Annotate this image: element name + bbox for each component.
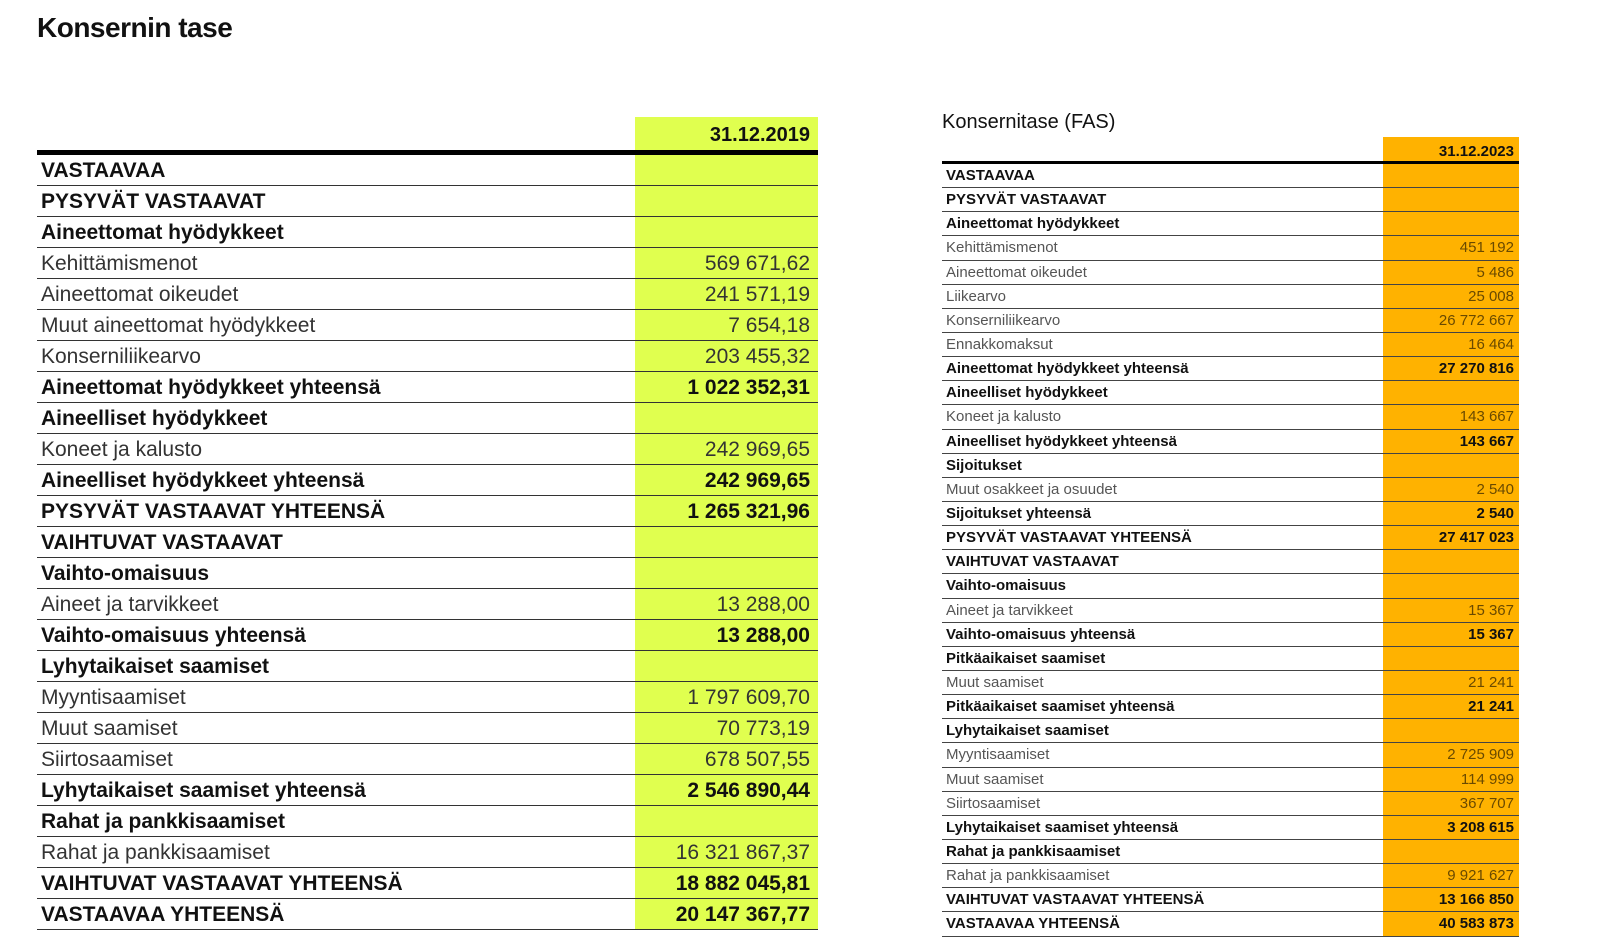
row-label: Siirtosaamiset xyxy=(41,748,173,771)
table-row xyxy=(942,261,1519,285)
row-value: 70 773,19 xyxy=(635,713,818,743)
row-label: Liikearvo xyxy=(946,287,1007,305)
table-row xyxy=(942,743,1519,767)
row-label: Vaihto-omaisuus xyxy=(41,562,210,585)
table-row xyxy=(37,310,818,341)
balance-sheet-2019 xyxy=(37,117,818,930)
table-header xyxy=(37,117,818,150)
row-label: Aineelliset hyödykkeet xyxy=(41,407,268,430)
row-value xyxy=(1383,164,1519,187)
table-row xyxy=(942,671,1519,695)
row-value xyxy=(635,186,818,216)
row-label: Muut osakkeet ja osuudet xyxy=(946,480,1117,498)
table-body xyxy=(942,164,1519,937)
row-value: 26 772 667 xyxy=(1383,309,1519,332)
row-value: 114 999 xyxy=(1383,768,1519,791)
row-label: Konserniliikearvo xyxy=(41,345,201,368)
row-value: 143 667 xyxy=(1383,430,1519,453)
table-row xyxy=(942,381,1519,405)
table-row xyxy=(942,647,1519,671)
table-row xyxy=(942,599,1519,623)
row-label: Konserniliikearvo xyxy=(946,311,1061,329)
row-label: Vaihto-omaisuus xyxy=(946,577,1067,595)
row-value xyxy=(1383,574,1519,597)
row-label: Lyhytaikaiset saamiset xyxy=(946,722,1109,740)
row-value xyxy=(1383,381,1519,404)
row-value xyxy=(1383,212,1519,235)
row-label: Koneet ja kalusto xyxy=(41,438,203,461)
table-row xyxy=(942,502,1519,526)
row-label: Vaihto-omaisuus yhteensä xyxy=(946,625,1136,643)
table-row xyxy=(942,164,1519,188)
table-row xyxy=(37,713,818,744)
row-label: Muut saamiset xyxy=(41,717,178,740)
row-label: Aineet ja tarvikkeet xyxy=(946,601,1073,619)
table-row xyxy=(942,188,1519,212)
row-label: Myyntisaamiset xyxy=(946,746,1050,764)
table-row xyxy=(942,526,1519,550)
table-row xyxy=(942,695,1519,719)
table-row xyxy=(37,558,818,589)
row-value: 367 707 xyxy=(1383,792,1519,815)
row-value: 18 882 045,81 xyxy=(635,868,818,898)
table-row xyxy=(942,405,1519,429)
row-value: 13 288,00 xyxy=(635,620,818,650)
row-label: Aineettomat oikeudet xyxy=(946,263,1087,281)
row-label: PYSYVÄT VASTAAVAT YHTEENSÄ xyxy=(946,529,1192,547)
row-label: Kehittämismenot xyxy=(946,239,1058,257)
row-label: VASTAAVAA YHTEENSÄ xyxy=(41,903,285,926)
row-label: Lyhytaikaiset saamiset yhteensä xyxy=(946,818,1179,836)
row-value xyxy=(1383,550,1519,573)
table-row xyxy=(942,816,1519,840)
row-value: 9 921 627 xyxy=(1383,864,1519,887)
row-label: Aineelliset hyödykkeet xyxy=(946,384,1108,402)
row-value xyxy=(635,806,818,836)
row-value: 1 265 321,96 xyxy=(635,496,818,526)
row-value: 7 654,18 xyxy=(635,310,818,340)
table-row xyxy=(942,357,1519,381)
table-row xyxy=(942,550,1519,574)
row-label: VASTAAVAA xyxy=(41,159,166,182)
table-row xyxy=(37,155,818,186)
table-row xyxy=(942,864,1519,888)
table-row xyxy=(37,837,818,868)
row-value xyxy=(635,155,818,185)
table-row xyxy=(37,248,818,279)
row-label: VASTAAVAA YHTEENSÄ xyxy=(946,915,1120,933)
row-label: Koneet ja kalusto xyxy=(946,408,1062,426)
table-row xyxy=(37,589,818,620)
table-row xyxy=(37,434,818,465)
row-label: Aineettomat hyödykkeet xyxy=(946,215,1120,233)
table-row xyxy=(942,792,1519,816)
table-row xyxy=(942,285,1519,309)
date-column-header: 31.12.2023 xyxy=(1383,137,1519,161)
row-value: 2 725 909 xyxy=(1383,743,1519,766)
row-value: 678 507,55 xyxy=(635,744,818,774)
table-row xyxy=(37,496,818,527)
row-value: 27 270 816 xyxy=(1383,357,1519,380)
row-label: VAIHTUVAT VASTAAVAT xyxy=(41,531,283,554)
row-label: Aineettomat hyödykkeet yhteensä xyxy=(946,360,1189,378)
row-value: 21 241 xyxy=(1383,695,1519,718)
row-value xyxy=(635,403,818,433)
row-label: Rahat ja pankkisaamiset xyxy=(41,810,285,833)
page-title: Konsernin tase xyxy=(37,12,233,43)
table-row xyxy=(37,651,818,682)
row-label: Siirtosaamiset xyxy=(946,794,1041,812)
row-value: 5 486 xyxy=(1383,261,1519,284)
table-row xyxy=(37,527,818,558)
table-row xyxy=(942,454,1519,478)
row-value: 2 546 890,44 xyxy=(635,775,818,805)
row-label: Pitkäaikaiset saamiset yhteensä xyxy=(946,698,1175,716)
row-label: Aineettomat hyödykkeet yhteensä xyxy=(41,376,381,399)
row-value: 242 969,65 xyxy=(635,465,818,495)
row-label: Muut saamiset xyxy=(946,673,1044,691)
table-row xyxy=(37,806,818,837)
row-label: Aineelliset hyödykkeet yhteensä xyxy=(41,469,365,492)
row-label: Muut aineettomat hyödykkeet xyxy=(41,314,316,337)
table-row xyxy=(37,620,818,651)
row-value: 2 540 xyxy=(1383,502,1519,525)
row-value: 3 208 615 xyxy=(1383,816,1519,839)
row-value: 451 192 xyxy=(1383,236,1519,259)
row-value: 15 367 xyxy=(1383,623,1519,646)
table-row xyxy=(942,623,1519,647)
balance-sheet-2023 xyxy=(942,109,1519,937)
row-value: 25 008 xyxy=(1383,285,1519,308)
table-row xyxy=(942,912,1519,936)
row-value: 13 166 850 xyxy=(1383,888,1519,911)
row-value: 15 367 xyxy=(1383,599,1519,622)
row-value: 16 464 xyxy=(1383,333,1519,356)
table-row xyxy=(942,719,1519,743)
row-label: Aineelliset hyödykkeet yhteensä xyxy=(946,432,1177,450)
row-label: Muut saamiset xyxy=(946,770,1044,788)
row-value: 2 540 xyxy=(1383,478,1519,501)
table-row xyxy=(37,403,818,434)
row-label: Aineettomat oikeudet xyxy=(41,283,239,306)
row-value xyxy=(635,217,818,247)
row-label: Sijoitukset yhteensä xyxy=(946,504,1092,522)
row-value xyxy=(1383,840,1519,863)
row-label: Rahat ja pankkisaamiset xyxy=(946,842,1121,860)
row-label: Pitkäaikaiset saamiset xyxy=(946,649,1106,667)
row-value xyxy=(1383,454,1519,477)
table-title: Konsernitase (FAS) xyxy=(942,111,1116,133)
row-label: Rahat ja pankkisaamiset xyxy=(946,867,1110,885)
row-value xyxy=(635,651,818,681)
table-row xyxy=(942,236,1519,260)
row-value xyxy=(635,527,818,557)
table-row xyxy=(37,372,818,403)
table-row xyxy=(37,279,818,310)
row-label: VAIHTUVAT VASTAAVAT YHTEENSÄ xyxy=(41,872,403,895)
row-label: VAIHTUVAT VASTAAVAT xyxy=(946,553,1119,571)
table-row xyxy=(37,217,818,248)
table-row xyxy=(37,341,818,372)
row-value: 16 321 867,37 xyxy=(635,837,818,867)
row-value: 1 022 352,31 xyxy=(635,372,818,402)
row-value xyxy=(635,558,818,588)
row-label: Lyhytaikaiset saamiset yhteensä xyxy=(41,779,366,802)
row-value: 40 583 873 xyxy=(1383,912,1519,935)
table-body xyxy=(37,155,818,930)
table-row xyxy=(942,309,1519,333)
row-value: 20 147 367,77 xyxy=(635,899,818,929)
table-row xyxy=(942,430,1519,454)
row-value xyxy=(1383,719,1519,742)
row-label: Sijoitukset xyxy=(946,456,1022,474)
table-row xyxy=(942,888,1519,912)
table-row xyxy=(942,478,1519,502)
table-row xyxy=(37,744,818,775)
table-row xyxy=(37,682,818,713)
row-label: Vaihto-omaisuus yhteensä xyxy=(41,624,306,647)
row-value: 242 969,65 xyxy=(635,434,818,464)
row-label: Ennakkomaksut xyxy=(946,335,1053,353)
row-label: Lyhytaikaiset saamiset xyxy=(41,655,270,678)
table-row xyxy=(942,840,1519,864)
row-label: Myyntisaamiset xyxy=(41,686,186,709)
table-row xyxy=(942,574,1519,598)
table-row xyxy=(942,768,1519,792)
row-value xyxy=(1383,188,1519,211)
row-value: 569 671,62 xyxy=(635,248,818,278)
table-row xyxy=(942,212,1519,236)
table-row xyxy=(37,465,818,496)
row-value: 241 571,19 xyxy=(635,279,818,309)
row-value: 21 241 xyxy=(1383,671,1519,694)
table-header xyxy=(942,137,1519,161)
table-row xyxy=(37,868,818,899)
row-label: Aineettomat hyödykkeet xyxy=(41,221,284,244)
table-row xyxy=(37,899,818,930)
row-label: Kehittämismenot xyxy=(41,252,198,275)
table-row xyxy=(37,775,818,806)
row-label: VAIHTUVAT VASTAAVAT YHTEENSÄ xyxy=(946,891,1205,909)
row-label: PYSYVÄT VASTAAVAT xyxy=(41,190,266,213)
table-row xyxy=(37,186,818,217)
row-value: 27 417 023 xyxy=(1383,526,1519,549)
row-label: PYSYVÄT VASTAAVAT YHTEENSÄ xyxy=(41,500,386,523)
row-value: 203 455,32 xyxy=(635,341,818,371)
row-value: 143 667 xyxy=(1383,405,1519,428)
row-value: 13 288,00 xyxy=(635,589,818,619)
date-column-header: 31.12.2019 xyxy=(635,117,818,150)
row-label: Rahat ja pankkisaamiset xyxy=(41,841,270,864)
row-label: Aineet ja tarvikkeet xyxy=(41,593,219,616)
row-label: VASTAAVAA xyxy=(946,167,1035,184)
row-value xyxy=(1383,647,1519,670)
row-value: 1 797 609,70 xyxy=(635,682,818,712)
row-label: PYSYVÄT VASTAAVAT xyxy=(946,191,1107,209)
table-row xyxy=(942,333,1519,357)
